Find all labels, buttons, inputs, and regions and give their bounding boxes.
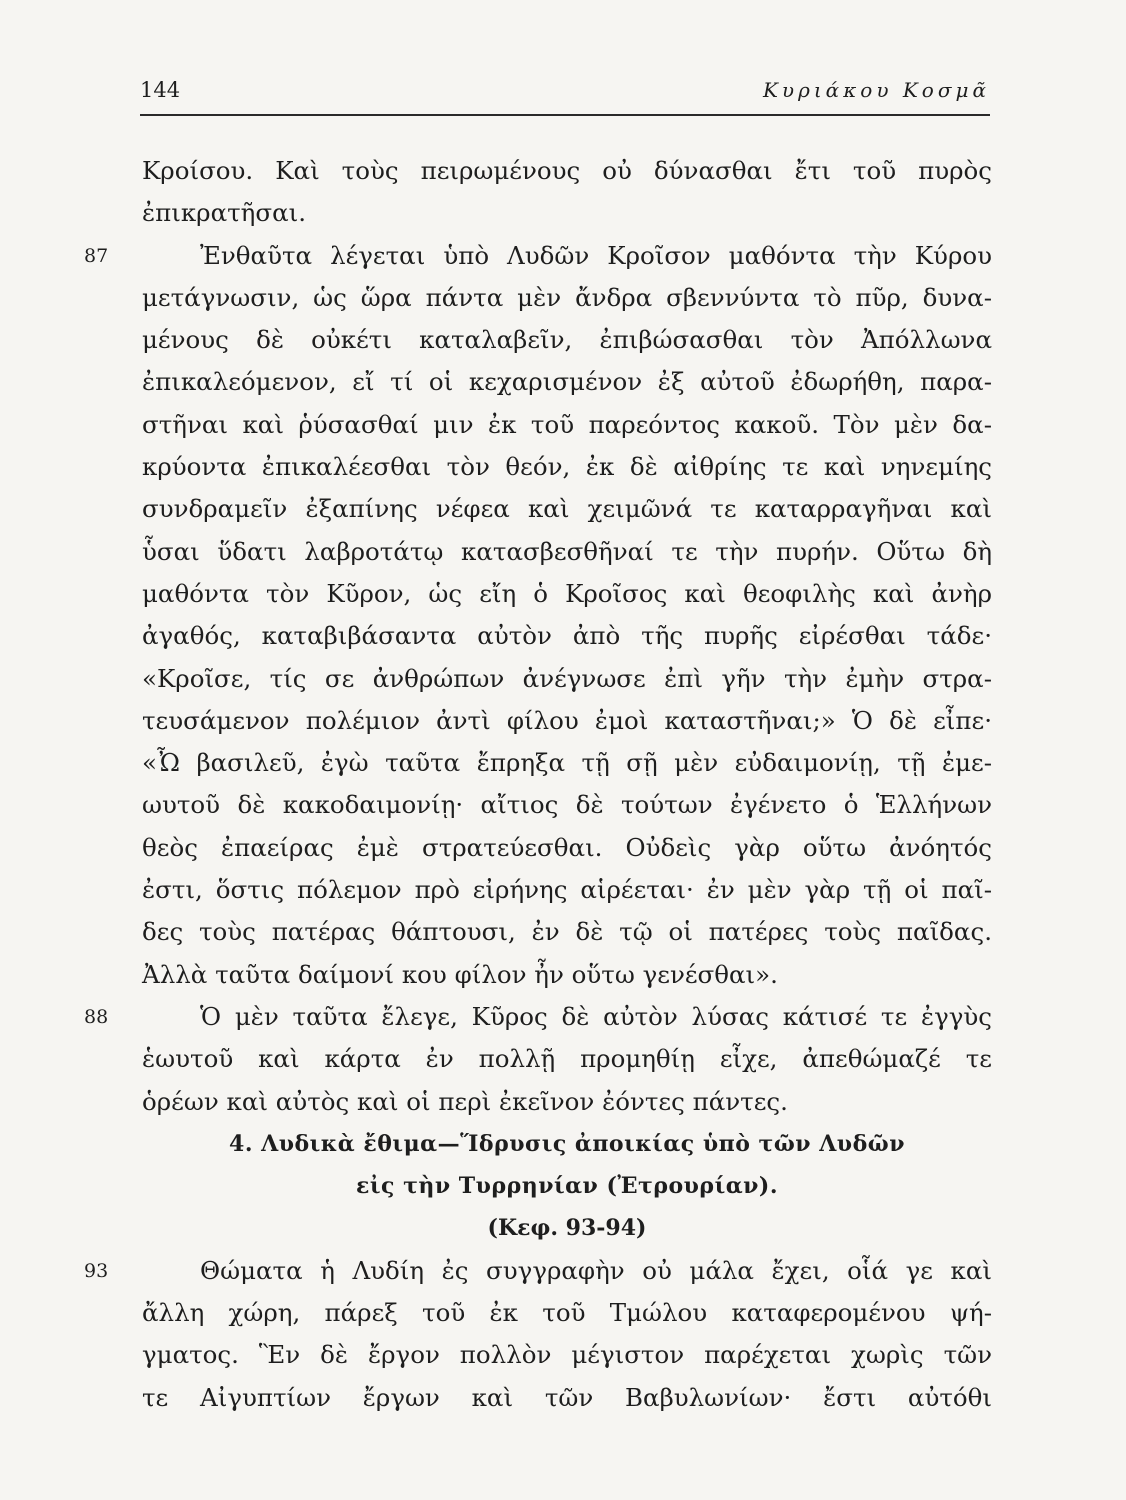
text-line: τε Αἰγυπτίων ἔργων καὶ τῶν Βαβυλωνίων· ἔστι αὐτόθι: [142, 1382, 992, 1412]
text-line: στῆναι καὶ ῥύσασθαί μιν ἐκ τοῦ παρεόντος κακοῦ. Τὸν μὲν δα-: [142, 409, 992, 439]
text-line: τευσάμενον πολέμιον ἀντὶ φίλου ἐμοὶ καταστῆναι;» Ὁ δὲ εἶπε·: [142, 705, 992, 735]
section-heading: 4. Λυδικὰ ἔθιμα—Ἵδρυσις ἀποικίας ὑπὸ τῶν Λυδῶν: [229, 1130, 905, 1157]
text-line: ἐστι, ὅστις πόλεμον πρὸ εἰρήνης αἱρέεται· ἐν μὲν γὰρ τῇ οἱ παῖ-: [142, 875, 992, 905]
text-line-content: Θώματα ἡ Λυδίη ἐς συγγραφὴν οὐ μάλα ἔχει, οἷά γε καὶ: [200, 1255, 992, 1285]
section-heading-chapters: (Κεφ. 93-94): [487, 1215, 647, 1242]
text-line: ἐπικαλεόμενον, εἴ τί οἱ κεχαρισμένον ἐξ αὐτοῦ ἐδωρήθη, παρα-: [142, 367, 992, 397]
text-line: συνδραμεῖν ἐξαπίνης νέφεα καὶ χειμῶνά τε καταρραγῆναι καὶ: [142, 494, 992, 524]
text-line: θεὸς ἐπαείρας ἐμὲ στρατεύεσθαι. Οὐδεὶς γὰρ οὕτω ἀνόητός: [142, 832, 992, 862]
section-number-87: 87: [84, 244, 109, 267]
text-line: ωυτοῦ δὲ κακοδαιμονίῃ· αἴτιος δὲ τούτων ἐγένετο ὁ Ἑλλήνων: [142, 790, 992, 820]
text-line: «Ὦ βασιλεῦ, ἐγὼ ταῦτα ἔπρηξα τῇ σῇ μὲν εὐδαιμονίῃ, τῇ ἐμε-: [142, 748, 992, 778]
text-line: ἑωυτοῦ καὶ κάρτα ἐν πολλῇ προμηθίῃ εἶχε, ἀπεθώμαζέ τε: [142, 1044, 992, 1074]
main-text: [84, 150, 992, 1419]
section-number-93: 93: [84, 1259, 109, 1282]
running-title: Κυριάκου Κοσμᾶ: [762, 78, 990, 102]
text-line-content: Ὁ μὲν ταῦτα ἔλεγε, Κῦρος δὲ αὐτὸν λύσας κάτισέ τε ἐγγὺς: [200, 1001, 992, 1031]
text-line: [84, 235, 992, 277]
page-header: [140, 78, 990, 110]
text-line: Ἀλλὰ ταῦτα δαίμονί κου φίλον ἦν οὕτω γενέσθαι».: [142, 959, 778, 989]
text-line: μαθόντα τὸν Κῦρον, ὡς εἴη ὁ Κροῖσος καὶ θεοφιλὴς καὶ ἀνὴρ: [142, 578, 992, 608]
page-number: 144: [140, 78, 181, 102]
text-line: γματος. Ἓν δὲ ἔργον πολλὸν μέγιστον παρέχεται χωρὶς τῶν: [142, 1340, 992, 1370]
text-line: «Κροῖσε, τίς σε ἀνθρώπων ἀνέγνωσε ἐπὶ γῆν τὴν ἐμὴν στρα-: [142, 663, 992, 693]
text-line-content: Ἐνθαῦτα λέγεται ὑπὸ Λυδῶν Κροῖσον μαθόντα τὴν Κύρου: [200, 240, 992, 270]
text-line: κρύοντα ἐπικαλέεσθαι τὸν θεόν, ἐκ δὲ αἰθρίης τε καὶ νηνεμίης: [142, 452, 992, 482]
text-line: μένους δὲ οὐκέτι καταλαβεῖν, ἐπιβώσασθαι τὸν Ἀπόλλωνα: [142, 325, 992, 355]
text-line: ἀγαθός, καταβιβάσαντα αὐτὸν ἀπὸ τῆς πυρῆς εἰρέσθαι τάδε·: [142, 621, 992, 651]
text-line: Κροίσου. Καὶ τοὺς πειρωμένους οὐ δύνασθαι ἔτι τοῦ πυρὸς: [142, 156, 992, 185]
text-line: δες τοὺς πατέρας θάπτουσι, ἐν δὲ τῷ οἱ πατέρες τοὺς παῖδας.: [142, 917, 992, 947]
text-line: ὗσαι ὕδατι λαβροτάτῳ κατασβεσθῆναί τε τὴν πυρήν. Οὕτω δὴ: [142, 536, 992, 566]
section-number-88: 88: [84, 1005, 109, 1028]
text-line: ὁρέων καὶ αὐτὸς καὶ οἱ περὶ ἐκεῖνον ἐόντες πάντες.: [142, 1086, 788, 1116]
text-line: [84, 996, 992, 1038]
text-line: ἄλλη χώρη, πάρεξ τοῦ ἐκ τοῦ Τμώλου καταφερομένου ψή-: [142, 1298, 992, 1328]
text-line: ἐπικρατῆσαι.: [142, 198, 307, 228]
text-line: μετάγνωσιν, ὡς ὥρα πάντα μὲν ἄνδρα σβεννύντα τὸ πῦρ, δυνα-: [142, 282, 992, 312]
header-rule: [140, 114, 990, 116]
text-line: [84, 1250, 992, 1292]
section-heading: εἰς τὴν Τυρρηνίαν (Ἐτρουρίαν).: [356, 1173, 778, 1200]
